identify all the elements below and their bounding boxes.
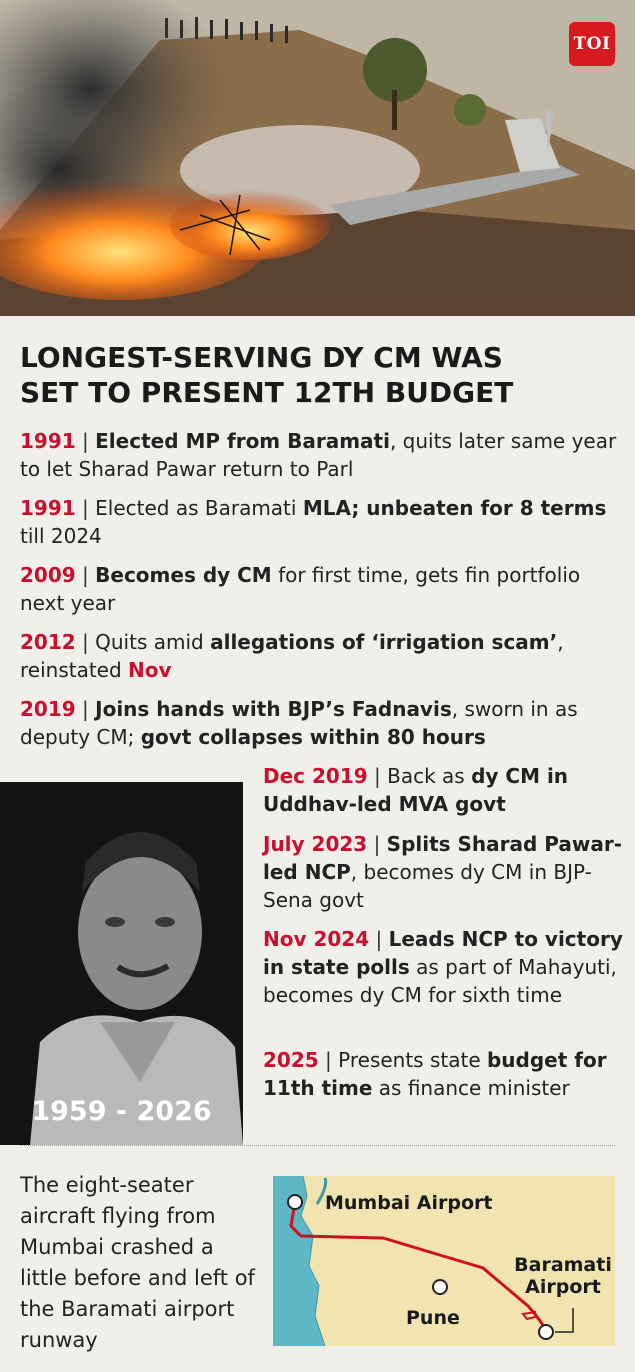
entry-highlight: Elected MP from Baramati xyxy=(95,429,390,453)
entry-accent: Nov xyxy=(128,658,172,682)
entry-highlight: Splits Sharad Pawar-led NCP xyxy=(263,832,623,884)
entry-text: Presents state xyxy=(338,1048,487,1072)
entry-text-2: till 2024 xyxy=(20,524,102,548)
mumbai-airport-marker xyxy=(288,1195,302,1209)
timeline-entry-1991-mp xyxy=(20,427,620,483)
entry-year: 2025 xyxy=(263,1048,319,1072)
entry-text: , becomes dy CM in BJP-Sena govt xyxy=(263,860,592,912)
entry-highlight-2: govt collapses within 80 hours xyxy=(140,725,486,749)
timeline-entry-2009 xyxy=(20,561,620,617)
crash-photo xyxy=(0,0,635,316)
timeline-entry-nov-2024 xyxy=(263,925,625,1009)
timeline-entry-2012 xyxy=(20,628,620,684)
baramati-airport-marker xyxy=(539,1325,553,1339)
entry-highlight: Joins hands with BJP’s Fadnavis xyxy=(95,697,452,721)
timeline-entry-july-2023 xyxy=(263,830,625,914)
headline-line-1: LONGEST-SERVING DY CM WAS xyxy=(20,341,503,374)
mumbai-airport-label: Mumbai Airport xyxy=(325,1192,493,1214)
entry-year: 2009 xyxy=(20,563,76,587)
lifespan-years: 1959 - 2026 xyxy=(31,1096,212,1127)
section-divider xyxy=(20,1145,615,1146)
entry-text: , quits later same year to let Sharad Pawar return to Parl xyxy=(20,429,617,481)
entry-separator: | xyxy=(82,429,89,453)
entry-text-2: , reinstated xyxy=(20,630,564,682)
entry-separator: | xyxy=(373,832,381,856)
timeline-entry-1991-mla xyxy=(20,494,620,550)
entry-separator: | xyxy=(375,927,383,951)
entry-year: Dec 2019 xyxy=(263,764,368,788)
entry-text: , sworn in as deputy CM; xyxy=(20,697,578,749)
headline-line-2: SET TO PRESENT 12TH BUDGET xyxy=(20,376,514,409)
entry-year: 2019 xyxy=(20,697,76,721)
entry-text: Quits amid xyxy=(95,630,211,654)
portrait-illustration xyxy=(0,782,243,1145)
baramati-label-line-2: Airport xyxy=(525,1276,601,1298)
route-map xyxy=(273,1176,615,1346)
entry-text: for first time, gets fin portfolio next year xyxy=(20,563,581,615)
entry-text: as part of Mahayuti, becomes dy CM for sixth time xyxy=(263,955,617,1007)
headline xyxy=(20,340,620,410)
portrait-panel xyxy=(0,782,243,1145)
entry-text: Back as xyxy=(387,764,472,788)
entry-separator: | xyxy=(82,496,89,520)
entry-text-2: as finance minister xyxy=(372,1076,570,1100)
entry-separator: | xyxy=(374,764,381,788)
entry-text: Elected as Baramati xyxy=(95,496,303,520)
entry-year: 1991 xyxy=(20,496,76,520)
entry-year: Nov 2024 xyxy=(263,927,370,951)
entry-separator: | xyxy=(325,1048,332,1072)
pune-marker xyxy=(433,1280,447,1294)
entry-year: July 2023 xyxy=(263,832,368,856)
baramati-label-line-1: Baramati xyxy=(514,1254,612,1276)
entry-year: 2012 xyxy=(20,630,76,654)
entry-separator: | xyxy=(82,563,89,587)
entry-separator: | xyxy=(82,630,89,654)
entry-separator: | xyxy=(82,697,89,721)
map-caption: The eight-seater aircraft flying from Mumbai crashed a little before and left of the Baramati airport runway xyxy=(20,1173,255,1352)
entry-highlight: budget for 11th time xyxy=(263,1048,607,1100)
entry-highlight: dy CM in Uddhav-led MVA govt xyxy=(263,764,569,816)
baramati-airport-label xyxy=(513,1254,613,1298)
crash-scene-illustration xyxy=(0,0,635,316)
entry-highlight: MLA; unbeaten for 8 terms xyxy=(302,496,607,520)
entry-highlight: Leads NCP to victory in state polls xyxy=(263,927,623,979)
timeline-entry-2025 xyxy=(263,1046,625,1102)
entry-highlight: Becomes dy CM xyxy=(95,563,272,587)
timeline-entry-dec-2019 xyxy=(263,762,625,818)
timeline-entry-2019 xyxy=(20,695,625,751)
pune-label: Pune xyxy=(406,1307,460,1329)
toi-logo: TOI xyxy=(569,22,615,66)
entry-highlight: allegations of ‘irrigation scam’ xyxy=(210,630,558,654)
entry-year: 1991 xyxy=(20,429,76,453)
